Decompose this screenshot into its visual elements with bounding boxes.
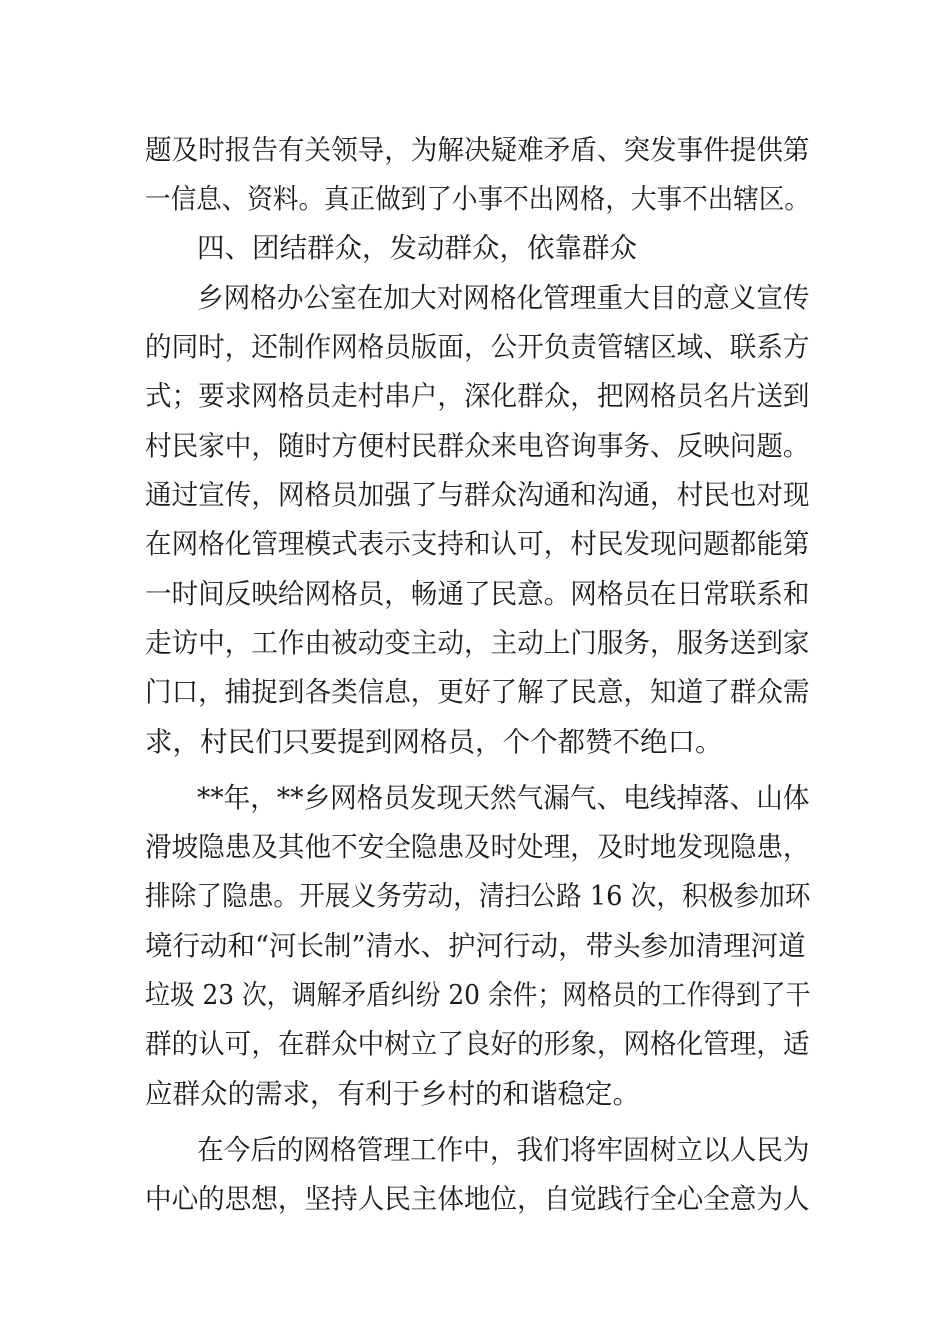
- body-line: 题及时报告有关领导，为解决疑难矛盾、突发事件提供第: [145, 134, 810, 166]
- body-line: 垃圾 23 次，调解矛盾纠纷 20 余件；网格员的工作得到了干: [145, 979, 811, 1011]
- body-line: 走访中，工作由被动变主动，主动上门服务，服务送到家: [145, 627, 810, 659]
- body-line: **年，**乡网格员发现天然气漏气、电线掉落、山体: [197, 782, 810, 814]
- body-line: 村民家中，随时方便村民群众来电咨询事务、反映问题。: [145, 430, 810, 462]
- body-line: 排除了隐患。开展义务劳动，清扫公路 16 次，积极参加环: [145, 880, 811, 912]
- body-line: 滑坡隐患及其他不安全隐患及时处理，及时地发现隐患，: [145, 831, 810, 863]
- body-line: 在今后的网格管理工作中，我们将牢固树立以人民为: [197, 1134, 810, 1166]
- body-line: 通过宣传，网格员加强了与群众沟通和沟通，村民也对现: [145, 479, 810, 511]
- body-line: 一时间反映给网格员，畅通了民意。网格员在日常联系和: [145, 578, 810, 610]
- body-line: 求，村民们只要提到网格员，个个都赞不绝口。: [145, 726, 723, 758]
- section-heading: 四、团结群众，发动群众，依靠群众: [197, 232, 637, 264]
- body-line: 境行动和“河长制”清水、护河行动，带头参加清理河道: [145, 930, 806, 962]
- body-line: 的同时，还制作网格员版面，公开负责管辖区域、联系方: [145, 331, 810, 363]
- body-line: 一信息、资料。真正做到了小事不出网格，大事不出辖区。: [145, 183, 810, 215]
- body-line: 中心的思想，坚持人民主体地位，自觉践行全心全意为人: [145, 1183, 810, 1215]
- body-line: 应群众的需求，有利于乡村的和谐稳定。: [145, 1078, 640, 1110]
- body-line: 群的认可，在群众中树立了良好的形象，网格化管理，适: [145, 1028, 810, 1060]
- body-line: 门口，捕捉到各类信息，更好了解了民意，知道了群众需: [145, 676, 810, 708]
- body-line: 式；要求网格员走村串户，深化群众，把网格员名片送到: [145, 380, 810, 412]
- body-line: 在网格化管理模式表示支持和认可，村民发现问题都能第: [145, 528, 810, 560]
- body-line: 乡网格办公室在加大对网格化管理重大目的意义宣传: [197, 282, 810, 314]
